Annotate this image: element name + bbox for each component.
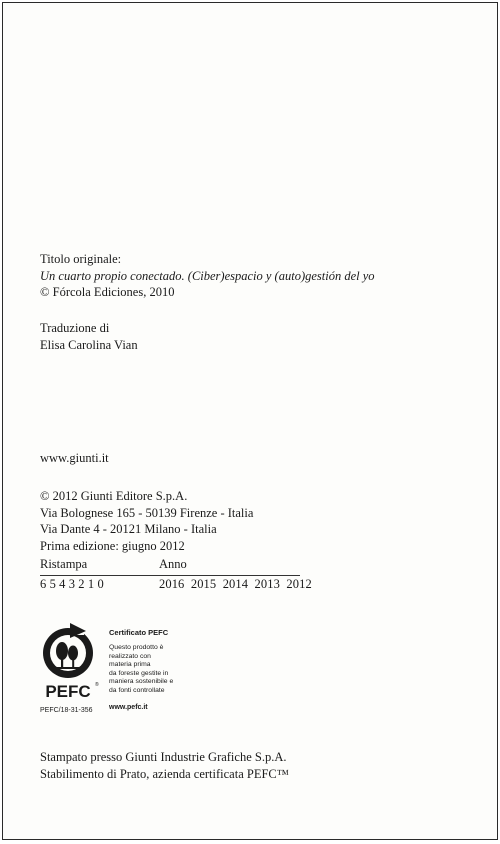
original-copyright: © Fórcola Ediciones, 2010	[40, 285, 175, 299]
pefc-description-line: materia prima	[109, 661, 151, 669]
pefc-cert-title: Certificato PEFC	[109, 628, 169, 637]
original-title: Un cuarto propio conectado. (Ciber)espacio y (auto)gestión del yo	[40, 268, 375, 283]
pefc-description-line: Questo prodotto è	[109, 644, 164, 651]
copyright-page	[2, 2, 498, 840]
translation-block	[40, 320, 138, 353]
first-edition: Prima edizione: giugno 2012	[40, 538, 185, 553]
website-link[interactable]: www.giunti.it	[40, 451, 109, 465]
printing-table-header	[40, 557, 300, 573]
printing-table	[40, 557, 312, 591]
printer-line-1: Stampato presso Giunti Industrie Grafiche S.p.A.	[40, 750, 287, 764]
publisher-website[interactable]	[40, 450, 109, 467]
pefc-description-line: maniera sostenibile e	[109, 678, 174, 686]
pefc-description-line: da foreste gestite in	[109, 669, 169, 677]
reprint-numbers: 6 5 4 3 2 1 0	[40, 577, 104, 591]
publisher-address-florence: Via Bolognese 165 - 50139 Firenze - Italia	[40, 505, 254, 520]
pefc-code: PEFC/18-31-356	[40, 707, 93, 714]
publisher-copyright: © 2012 Giunti Editore S.p.A.	[40, 489, 188, 503]
pefc-description-line: realizzato con	[109, 652, 151, 660]
printing-table-rule	[40, 575, 300, 576]
printer-block	[40, 749, 289, 782]
reprint-label: Ristampa	[40, 557, 88, 571]
publisher-block	[40, 488, 253, 554]
translator-name: Elisa Carolina Vian	[40, 337, 138, 352]
printer-line-2: Stabilimento di Prato, azienda certificata PEFC™	[40, 766, 289, 781]
original-title-block	[40, 251, 375, 301]
pefc-website[interactable]: www.pefc.it	[109, 704, 148, 711]
original-title-label: Titolo originale:	[40, 252, 122, 266]
publisher-address-milan: Via Dante 4 - 20121 Milano - Italia	[40, 522, 217, 536]
translation-label: Traduzione di	[40, 321, 110, 335]
pefc-description	[109, 644, 219, 696]
pefc-certification	[40, 623, 280, 723]
pefc-logo-text: PEFC	[45, 682, 91, 701]
year-label: Anno	[159, 557, 187, 571]
svg-text:®: ®	[95, 682, 99, 688]
pefc-description-line: da fonti controllate	[109, 686, 165, 694]
year-numbers: 2016 2015 2014 2013 2012	[159, 577, 312, 591]
pefc-logo-icon	[40, 623, 100, 705]
